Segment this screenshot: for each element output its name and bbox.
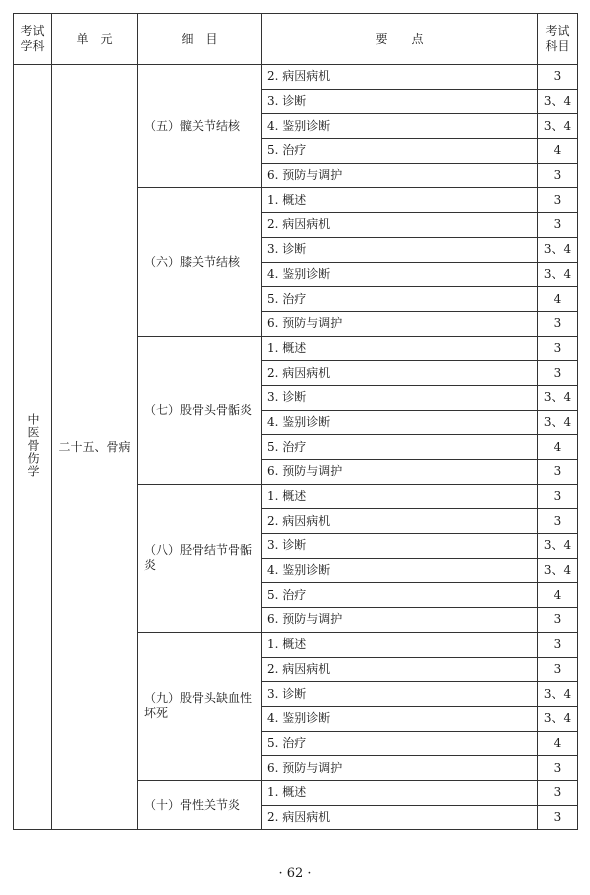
point-text: 4. 鉴别诊断	[262, 706, 538, 731]
exam-subject-code: 3	[538, 311, 578, 336]
point-text: 6. 预防与调护	[262, 756, 538, 781]
point-text: 2. 病因病机	[262, 509, 538, 534]
point-text: 3. 诊断	[262, 385, 538, 410]
point-text: 4. 鉴别诊断	[262, 410, 538, 435]
unit-label: 二十五、骨病	[58, 439, 131, 454]
exam-subject-code: 3、4	[538, 89, 578, 114]
point-text: 1. 概述	[262, 632, 538, 657]
section-title: （十）骨性关节炎	[138, 780, 262, 829]
exam-subject-code: 3	[538, 657, 578, 682]
point-text: 1. 概述	[262, 484, 538, 509]
section-title: （五）髋关节结核	[138, 65, 262, 188]
point-text: 3. 诊断	[262, 534, 538, 559]
point-text: 2. 病因病机	[262, 361, 538, 386]
exam-subject-code: 3	[538, 361, 578, 386]
point-text: 6. 预防与调护	[262, 608, 538, 633]
point-text: 5. 治疗	[262, 731, 538, 756]
exam-subject-code: 3、4	[538, 558, 578, 583]
exam-subject-code: 3	[538, 484, 578, 509]
point-text: 5. 治疗	[262, 583, 538, 608]
point-text: 1. 概述	[262, 336, 538, 361]
point-text: 3. 诊断	[262, 682, 538, 707]
section-title: （七）股骨头骨骺炎	[138, 336, 262, 484]
unit-cell	[52, 65, 138, 830]
point-text: 2. 病因病机	[262, 805, 538, 830]
point-text: 1. 概述	[262, 780, 538, 805]
exam-subject-code: 3、4	[538, 706, 578, 731]
header-detail: 细 目	[138, 14, 262, 65]
exam-subject-code: 3、4	[538, 410, 578, 435]
header-exam-subjects: 考试 科目	[538, 14, 578, 65]
exam-subject-code: 3	[538, 188, 578, 213]
exam-subject-code: 3、4	[538, 262, 578, 287]
point-text: 2. 病因病机	[262, 213, 538, 238]
point-text: 6. 预防与调护	[262, 311, 538, 336]
table-body	[14, 65, 578, 830]
header-points: 要 点	[262, 14, 538, 65]
point-text: 6. 预防与调护	[262, 460, 538, 485]
section-title: （九）股骨头缺血性坏死	[138, 632, 262, 780]
subject-label: 中医骨伤学	[26, 412, 40, 478]
exam-subject-code: 3、4	[538, 385, 578, 410]
exam-subject-code: 3	[538, 632, 578, 657]
exam-subject-code: 3	[538, 756, 578, 781]
point-text: 5. 治疗	[262, 435, 538, 460]
exam-subject-code: 3、4	[538, 534, 578, 559]
section-title: （八）胫骨结节骨骺炎	[138, 484, 262, 632]
exam-subject-code: 4	[538, 583, 578, 608]
syllabus-table	[13, 13, 578, 830]
point-text: 1. 概述	[262, 188, 538, 213]
subject-cell	[14, 65, 52, 830]
exam-subject-code: 4	[538, 139, 578, 164]
point-text: 5. 治疗	[262, 139, 538, 164]
exam-subject-code: 3	[538, 805, 578, 830]
exam-subject-code: 3、4	[538, 114, 578, 139]
table-row	[14, 65, 578, 90]
exam-subject-code: 3、4	[538, 682, 578, 707]
section-title: （六）膝关节结核	[138, 188, 262, 336]
exam-subject-code: 4	[538, 287, 578, 312]
page-number: · 62 ·	[278, 866, 312, 881]
exam-subject-code: 3、4	[538, 237, 578, 262]
point-text: 2. 病因病机	[262, 65, 538, 90]
exam-subject-code: 3	[538, 509, 578, 534]
point-text: 3. 诊断	[262, 89, 538, 114]
header-subject: 考试 学科	[14, 14, 52, 65]
point-text: 4. 鉴别诊断	[262, 558, 538, 583]
exam-subject-code: 3	[538, 65, 578, 90]
point-text: 4. 鉴别诊断	[262, 262, 538, 287]
exam-subject-code: 4	[538, 731, 578, 756]
exam-subject-code: 4	[538, 435, 578, 460]
point-text: 5. 治疗	[262, 287, 538, 312]
exam-subject-code: 3	[538, 163, 578, 188]
point-text: 3. 诊断	[262, 237, 538, 262]
exam-subject-code: 3	[538, 608, 578, 633]
header-row	[14, 14, 578, 65]
exam-subject-code: 3	[538, 460, 578, 485]
exam-subject-code: 3	[538, 213, 578, 238]
exam-subject-code: 3	[538, 336, 578, 361]
point-text: 4. 鉴别诊断	[262, 114, 538, 139]
exam-subject-code: 3	[538, 780, 578, 805]
header-unit: 单 元	[52, 14, 138, 65]
point-text: 6. 预防与调护	[262, 163, 538, 188]
point-text: 2. 病因病机	[262, 657, 538, 682]
